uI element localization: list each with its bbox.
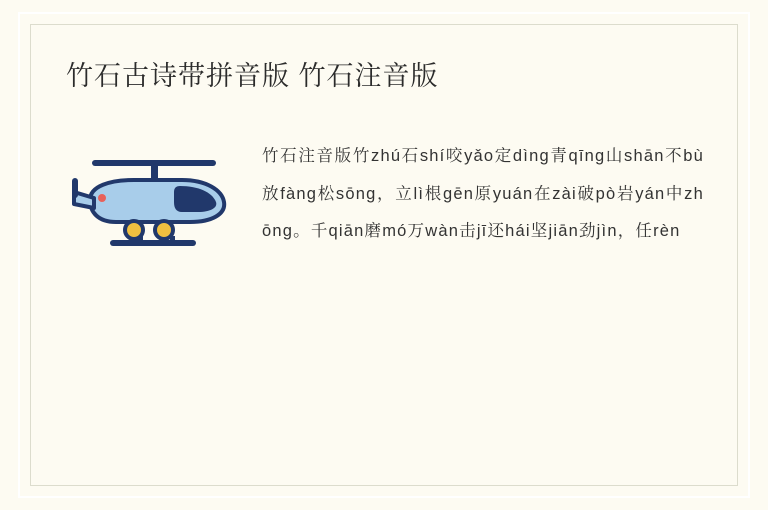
- body-row: [64, 136, 704, 272]
- page-title: 竹石古诗带拼音版 竹石注音版: [66, 61, 439, 91]
- content-area: [30, 24, 738, 486]
- article-text: 竹石注音版竹zhú石shí咬yǎo定dìng青qīng山shān不bù放fàng松sōng，立lì根gēn原yuán在zài破pò岩yán中zhōng。千qiān磨mó万wàn击jī还hái坚jiān劲jìn，任rèn: [262, 147, 704, 240]
- helicopter-illustration: [72, 142, 248, 272]
